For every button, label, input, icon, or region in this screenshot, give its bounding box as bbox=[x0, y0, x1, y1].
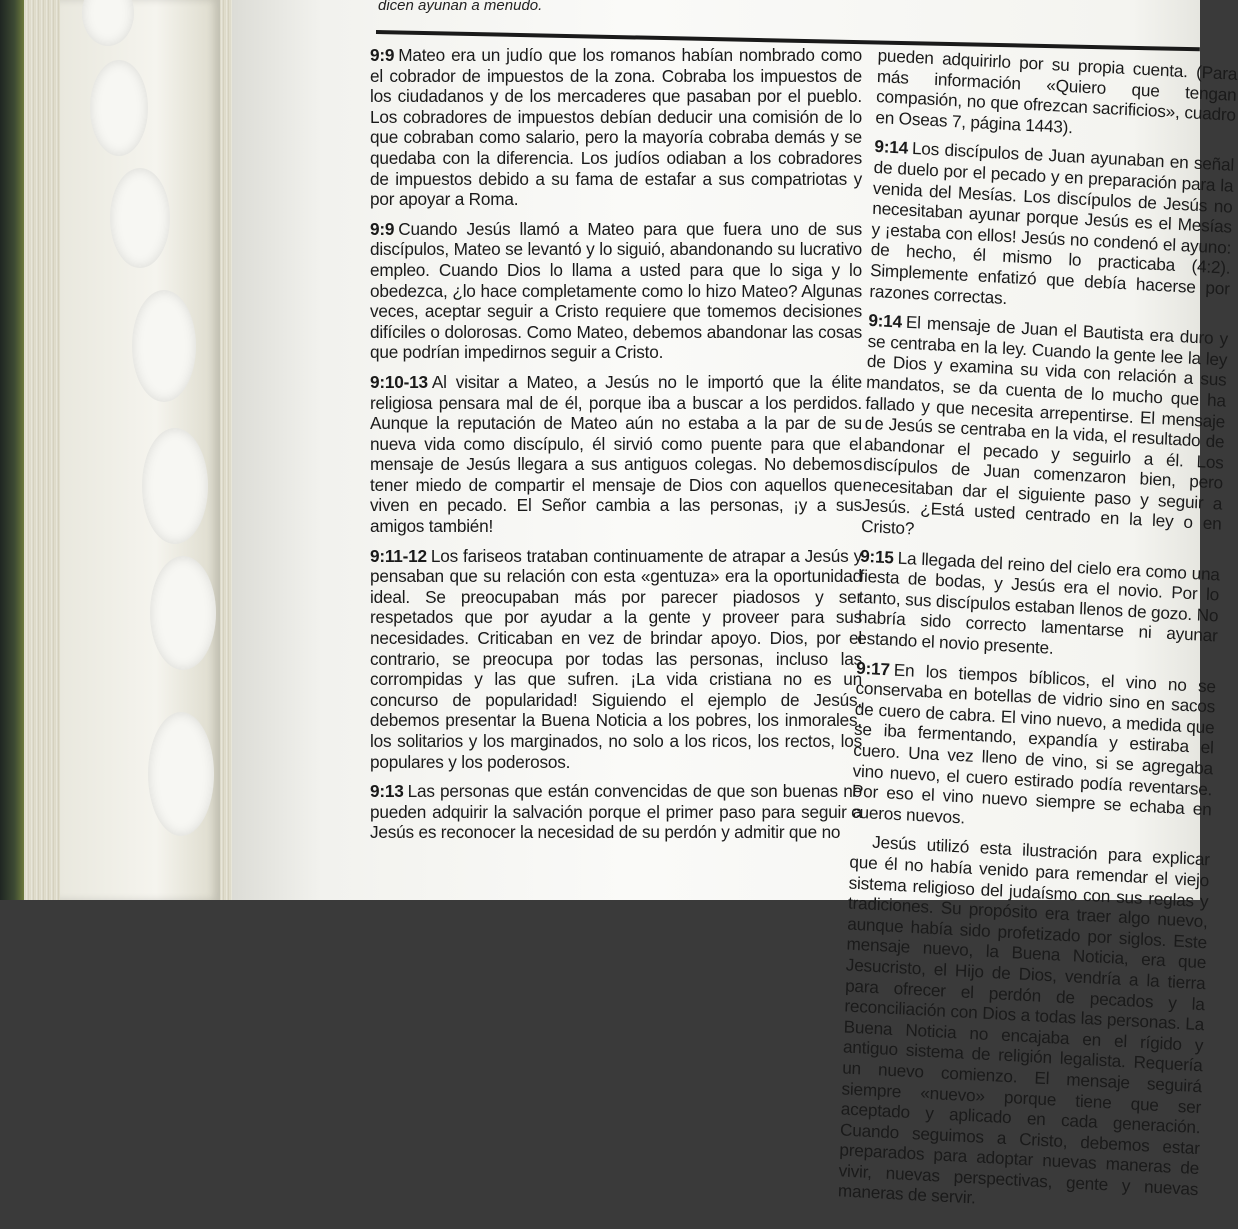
note-reference: 9:13 bbox=[370, 781, 404, 802]
thumb-index-edge bbox=[60, 0, 220, 900]
note-reference: 9:11-12 bbox=[370, 545, 427, 566]
note-text: El mensaje de Juan el Bautista era duro y se centraba en la ley. Cuando la gente lee la ley de Dios y examina su vida con relación a sus mandatos, se da cuenta de lo mucho que ha fallado y que necesita arrepentirse. El mensaje de Jesús se centraba en la vida, el resultado de abandonar el pecado y seguirlo a él. Los discípulos de Juan comenzaron bien, pero necesitaban dar el siguiente paso y seguir a Jesús. ¿Está usted centrado en la ley o en Cristo? bbox=[860, 311, 1229, 539]
thumb-index-tab bbox=[148, 712, 214, 836]
study-note bbox=[838, 831, 1210, 1220]
note-reference: 9:9 bbox=[370, 218, 395, 239]
study-note bbox=[869, 136, 1234, 319]
study-note bbox=[370, 781, 862, 843]
note-reference: 9:17 bbox=[855, 657, 891, 679]
thumb-index-tab bbox=[110, 168, 170, 268]
study-note bbox=[370, 45, 862, 210]
note-reference: 9:14 bbox=[868, 309, 903, 332]
note-text: Al visitar a Mateo, a Jesús no le importó que la élite religiosa pensara mal de él, porque iba a buscar a los perdidos. Aunque la reputación de Mateo aún no estaba a la par de su nueva vida como discípulo, él sirvió como puente para que el mensaje de Jesús llegara a sus antiguos colegas. No debemos tener miedo de compartir el mensaje de Dios con aquellos que viven en pecado. El Señor cambia a las personas, ¡y a sus amigos también! bbox=[370, 371, 862, 537]
running-head: dicen ayunan a menudo. bbox=[378, 0, 543, 14]
study-note bbox=[861, 310, 1228, 555]
study-note bbox=[370, 372, 862, 537]
thumb-index-tab bbox=[82, 0, 134, 46]
study-notes-left-column bbox=[370, 45, 862, 852]
note-text: Los fariseos trataban continuamente de atrapar a Jesús y pensaban que su relación con esta «gentuza» era la oportunidad ideal. Se preocupaban más por parecer piadosos y ser respetados que por ayudar a la gente y proveer para sus necesidades. Criticaban en vez de brindar apoyo. Dios, por el contrario, se preocupa por todas las personas, incluso las corrompidas y las que sufren. ¡La vida cristiana no es un concurso de popularidad! Siguiendo el ejemplo de Jesús, debemos presentar la Buena Noticia a los pobres, los inmorales, los solitarios y los marginados, no solo a los ricos, los rectos, los populares y los poderosos. bbox=[370, 545, 862, 772]
study-note bbox=[370, 219, 862, 363]
study-notes-right-column bbox=[837, 45, 1237, 1229]
book-cover-edge bbox=[0, 0, 24, 900]
note-text: Jesús utilizó esta ilustración para explicar que él no había venido para remendar el viejo sistema religioso del judaísmo con sus reglas y tradiciones. Su propósito era traer algo nuevo, aunque había sido profetizado por siglos. Este mensaje nuevo, la Buena Noticia, era que Jesucristo, el Hijo de Dios, vendría a la tierra para ofrecer el perdón de pecados y la reconciliación con Dios a todas las personas. La Buena Noticia no encajaba en el rígido y antiguo sistema de religión legalista. Requería un nuevo comienzo. El mensaje seguirá siempre «nuevo» porque tiene que ser aceptado y aplicado en cada generación. Cuando seguimos a Cristo, debemos estar preparados para adoptar nuevas maneras de vivir, nuevas perspectivas, gente y nuevas maneras de servir. bbox=[837, 832, 1211, 1208]
study-note bbox=[851, 657, 1216, 840]
bible-page bbox=[232, 0, 1238, 1208]
note-reference: 9:15 bbox=[859, 545, 895, 568]
study-note bbox=[857, 545, 1220, 667]
note-text: Los discípulos de Juan ayunaban en señal de duelo por el pecado y en preparación para la venida del Mesías. Los discípulos de Jesús no necesitaban ayunar porque Jesús es el Mesías y ¡estaba con ellos! Jesús no condenó el ayuno: de hecho, él mismo lo practicaba (4:2). Simplemente enfatizó que debía hacerse por razones correctas. bbox=[869, 138, 1235, 308]
thumb-index-tab bbox=[132, 290, 196, 402]
note-text: pueden adquirirlo por su propia cuenta. (Para más información «Quiero que tengan compasión, no que ofrezcan sacrificios», cuadro en Oseas 7, página 1443). bbox=[875, 45, 1238, 138]
note-text: Las personas que están convencidas de que son buenas no pueden adquirir la salvación porque el primer paso para seguir a Jesús es reconocer la necesidad de su perdón y admitir que no bbox=[370, 781, 862, 843]
study-note bbox=[875, 45, 1237, 146]
note-reference: 9:10-13 bbox=[370, 371, 428, 392]
thumb-index-tab bbox=[150, 556, 216, 670]
note-reference: 9:9 bbox=[370, 45, 395, 65]
note-text: En los tiempos bíblicos, el vino no se conservaba en botellas de vidrio sino en sacos de cuero de cabra. El vino nuevo, a medida que se iba fermentando, expandía y estiraba el cuero. Una vez lleno de vino, si se agregaba vino nuevo, el cuero estirado podía reventarse. Por eso el vino nuevo siempre se echaba en cueros nuevos. bbox=[850, 659, 1217, 828]
note-reference: 9:14 bbox=[874, 136, 909, 159]
thumb-index-tab bbox=[90, 60, 148, 156]
note-text: Mateo era un judío que los romanos habían nombrado como el cobrador de impuestos de la zona. Cobraba los impuestos de los ciudadanos y de los mercaderes que pasaban por el pueblo. Los cobradores de impuestos debían deducir una comisión de lo que cobraban como salario, pero la mayoría cobraba demás y se quedaba con la diferencia. Los judíos odiaban a los cobradores de impuestos debido a su fama de estafar a sus compatriotas y por apoyar a Roma. bbox=[370, 45, 862, 210]
note-text: La llegada del reino del cielo era como una fiesta de bodas, y Jesús era el novio. Por lo tanto, sus discípulos estaban llenos de gozo. No habría sido correcto lamentarse ni ayunar estando el novio presente. bbox=[856, 547, 1221, 658]
thumb-index-tab bbox=[142, 428, 208, 544]
study-note bbox=[370, 546, 862, 773]
note-text: Cuando Jesús llamó a Mateo para que fuera uno de sus discípulos, Mateo se levantó y lo siguió, abandonando su lucrativo empleo. Cuando Dios lo llama a usted para que lo siga y lo obedezca, ¿lo hace completamente como lo hizo Mateo? Algunas veces, aceptar seguir a Cristo requiere que tomemos decisiones difíciles o dolorosas. Como Mateo, debemos abandonar las cosas que podrían impedirnos seguir a Cristo. bbox=[370, 218, 862, 363]
